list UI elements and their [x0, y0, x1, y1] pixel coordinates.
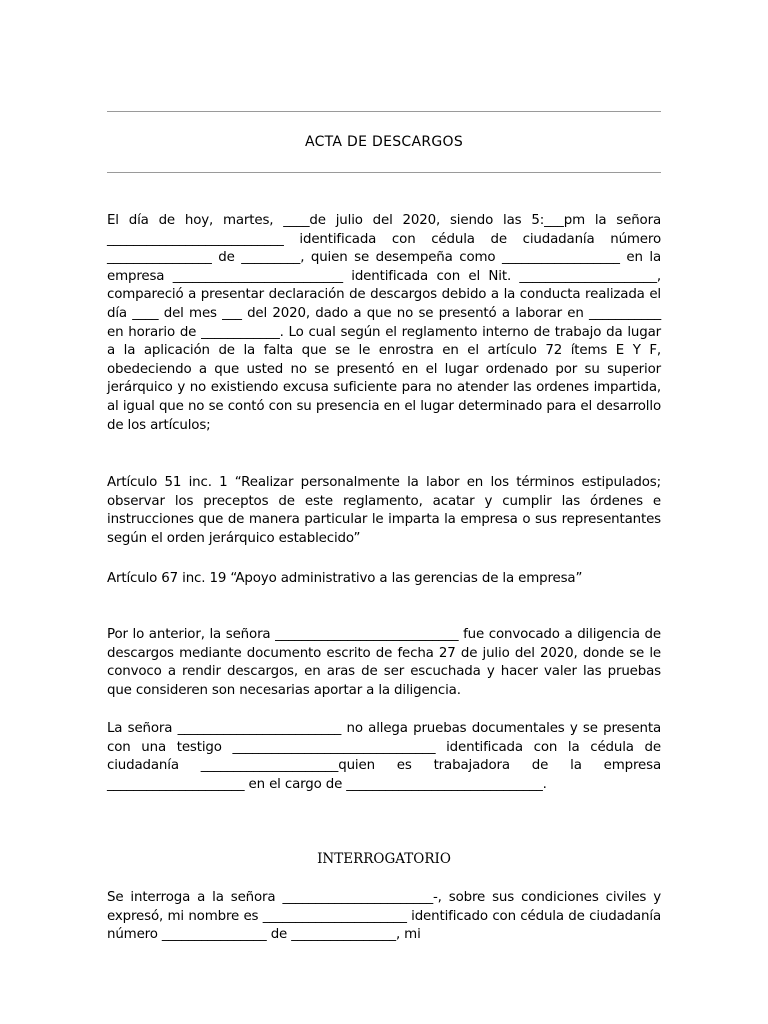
paragraph-article-67-text: Artículo 67 inc. 19 “Apoyo administrativo a las gerencias de la empresa” — [107, 571, 583, 586]
paragraph-interrogation — [107, 889, 661, 945]
section-title-interrogatorio: INTERROGATORIO — [317, 851, 451, 867]
paragraph-convocation — [107, 626, 661, 700]
paragraph-interrogation-text: Se interroga a la señora _______________________-, sobre sus condiciones civiles y expresó, mi nombre es ______________________ identificado con cédula de ciudadanía número ________________ de ________________, mi — [107, 890, 661, 943]
top-divider — [107, 111, 661, 112]
bottom-divider — [107, 172, 661, 173]
paragraph-article-51-text: Artículo 51 inc. 1 “Realizar personalmente la labor en los términos estipulados; observar los preceptos de este reglamento, acatar y cumplir las órdenes e instrucciones que de manera particular le imparta la empresa o sus representantes según el orden jerárquico establecido” — [107, 475, 661, 546]
paragraph-witness — [107, 720, 661, 794]
paragraph-witness-text: La señora _________________________ no allega pruebas documentales y se presenta con una testigo _______________________________ identificada con la cédula de ciudadanía _____________________quien es trabajadora de la empresa _____________________ en el cargo de ______________________________. — [107, 721, 661, 792]
paragraph-intro — [107, 212, 661, 435]
paragraph-article-67 — [107, 570, 661, 589]
document-title: ACTA DE DESCARGOS — [304, 134, 464, 150]
paragraph-convocation-text: Por lo anterior, la señora ____________________________ fue convocado a diligencia de descargos mediante documento escrito de fecha 27 de julio del 2020, donde se le convoco a rendir descargos, en aras de ser escuchada y hacer valer las pruebas que consideren son necesarias aportar a la diligencia. — [107, 627, 661, 698]
paragraph-article-51 — [107, 474, 661, 548]
paragraph-intro-text: El día de hoy, martes, ____de julio del 2020, siendo las 5:___pm la señora ___________________________ identificada con cédula de ciudadanía número ________________ de _________, quien se desempeña como __________________ en la empresa __________________________ identificada con el Nit. _____________________, compareció a presentar declaración de descargos debido a la conducta realizada el día ____ del mes ___ del 2020, dado a que no se presentó a laborar en ___________ en horario de ____________. Lo cual según el reglamento interno de trabajo da lugar a la aplicación de la falta que se le enrostra en el artículo 72 ítems E Y F, obedeciendo a que usted no se presentó en el lugar ordenado por su superior jerárquico y no existiendo excusa suficiente para no atender las ordenes impartida, al igual que no se contó con su presencia en el lugar determinado para el desarrollo de los artículos; — [107, 213, 661, 433]
